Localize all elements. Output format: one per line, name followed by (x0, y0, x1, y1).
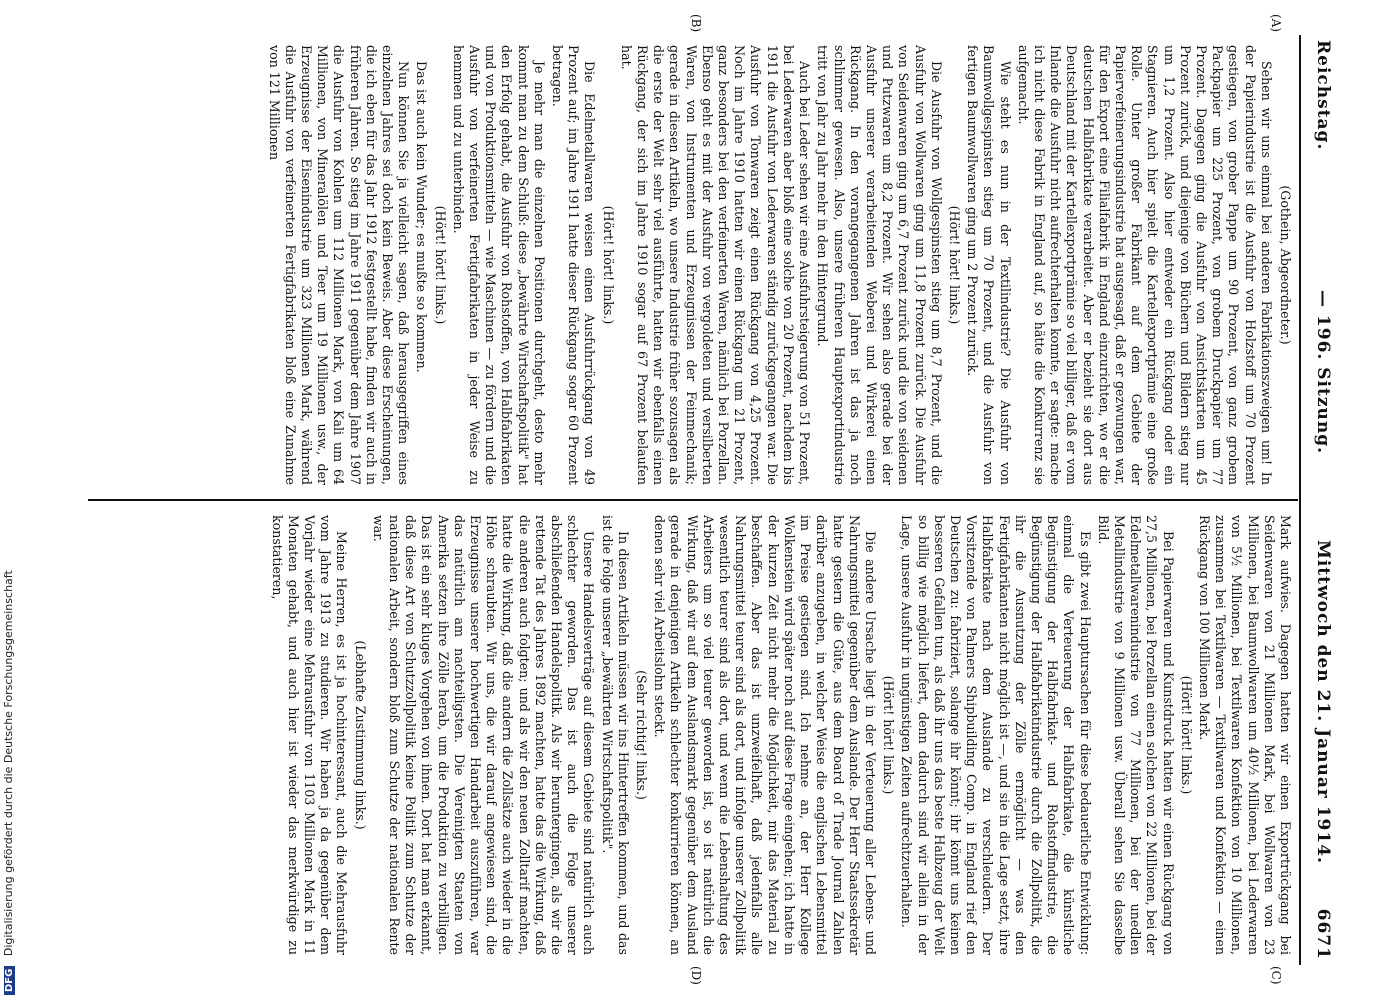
speaker-label: (Gothein, Abgeordneter.) (1278, 185, 1293, 345)
paragraph: Die Edelmetallwaren weisen einen Ausfuhrrückgang von 49 Prozent auf; im Jahre 1911 hatte dieser Rückgang sogar 60 Prozent betragen. (550, 45, 598, 485)
paragraph: Sehen wir uns einmal bei anderen Fabrikationszweigen um! In der Papierindustrie ist die Ausfuhr von Holzstoff um 70 Prozent gestiegen, von grober Pappe um 90 Prozent, von ganz grobem Packpapier um 225 Prozent, von grobem Druckpapier um 77 Prozent. Dagegen ging die Ausfuhr von Ansichtskarten um 45 Prozent zurück, und diejenige von Büchern und Bildern stieg nur um 1,2 Prozent. Also hier entweder ein Rückgang oder ein Stagnieren. Auch hier spielt die Kartellexportprämie eine große Rolle. Unter großer Fabrikant auf dem Gebiete der Papierverfeinerungsindustrie hat ausgesagt, daß er gezwungen war, für den Export eine Filialfabrik in England einzurichten, wo er die deutschen Halbfabrikate verarbeitet. Aber er bezieht sie dort aus Deutschland mit der Kartellexportprämie so viel billiger, daß er vom Inlande die Ausfuhr nicht aufrechterhalten konnte, er sagte: mache ich nicht diese Fabrik in England auf, so hätte die Konkurrenz sie aufgemacht. (1015, 45, 1274, 485)
paragraph: In diesen Artikeln müssen wir ins Hintertreffen kommen, und das ist die Folge unserer „bewährten Wirtschaftspolitik". (599, 515, 631, 955)
margin-mark-c: (C) (1269, 966, 1283, 985)
paragraph: Unsere Handelsverträge auf diesem Gebiete sind natürlich auch schlechter geworden. Das ist auch die Folge unserer abschließenden Handelspolitik. Als wir heruntergingen, als wir die rettende Tat des Jahres 1892 machten, hatte das die Wirkung, daß die anderen auch folgten; und als wir den neuen Zolltarif machten, hatte die Wirkung, daß die andern die Zollsätze auch wieder in die Höhe schraubten. Wir uns, die wir darauf angewiesen sind, die Erzeugnisse unserer hochwertigen Handarbeit auszuführen, war das natürlich am nachteiligsten. Die Vereinigten Staaten von Amerika setzen ihre Zölle herab, um die Produktion zu verbilligen. Das ist ein sehr kluges Vorgehen von ihnen. Dort hat man erkannt, daß diese Art von Schutzzollpolitik keine Politik zum Schutze der nationalen Arbeit, sondern bloß zum Schutze der nationalen Rente war. (370, 515, 597, 955)
interjection: (Hört! hört! links.) (881, 675, 897, 795)
header-rule (1299, 35, 1301, 965)
interjection: (Hört! hört! links.) (432, 205, 448, 325)
paragraph: Je mehr man die einzelnen Positionen durchgeht, desto mehr kommt man zu dem Schluß: diese „bewährte Wirtschaftspolitik" hat den Erfolg gehabt, die Ausfuhr von Rohstoffen, von Halbfabrikaten und von Produktionsmitteln — wie Maschinen — zu fördern und die Ausfuhr von verfeinerten Fertigfabrikaten in jeder Weise zu hemmen und zu unterbinden. (450, 45, 547, 485)
paragraph: Bei Papierwaren und Kunstdruck hatten wir einen Rückgang von 27,5 Millionen, bei Porzellan einen solchen von 22 Millionen, bei der Edelmetallwarenindustrie von 77 Millionen, bei der unedlen Metallindustrie von 9 Millionen usw. Überall sehen Sie dasselbe Bild. (1095, 515, 1176, 955)
interjection: (Lebhafte Zustimmung links.) (352, 640, 368, 830)
credit-text: Digitalisierung gefördert durch die Deutsche Forschungsgemeinschaft (2, 570, 15, 957)
dfg-logo: DFG (4, 966, 15, 995)
interjection: (Hört! hört! links.) (1178, 675, 1194, 795)
interjection: (Hört! hört! links.) (946, 205, 962, 325)
header-parliament: Reichstag. (1313, 40, 1333, 151)
right-column (93, 515, 1293, 955)
paragraph: Mark aufwies. Dagegen hatten wir einen Exportrückgang bei Seidenwaren von 21 Millionen Mark, bei Wollwaren von 23 Millionen, bei Baumwollwaren um 40½ Millionen, bei Lederwaren von 5½ Millionen, bei Textilwaren Konfektion von 10 Millionen, zusammen bei Textilwaren — Textilwaren und Konfektion — einen Rückgang von 100 Millionen Mark. (1196, 515, 1293, 955)
interjection: (Hört! hört! links.) (600, 205, 616, 325)
margin-mark-b: (B) (689, 14, 703, 33)
paragraph: Wie steht es nun in der Textilindustrie? Die Ausfuhr von Baumwollgespinsten stieg um 70 Prozent, und die Ausfuhr von fertigen Baumwollwaren ging um 2 Prozent zurück. (965, 45, 1013, 485)
margin-mark-a: (A) (1269, 14, 1283, 33)
header-session: — 196. Sitzung. (1313, 290, 1333, 455)
column-divider (88, 499, 1298, 501)
left-column (93, 45, 1293, 485)
paragraph: Meine Herren, es ist ja hochinteressant, auch die Mehrausfuhr vom Jahre 1913 zu studieren. Wir haben ja da gegenüber dem Vorjahr wieder eine Mehrausfuhr von 1103 Millionen Mark in 11 Monaten gehabt, und auch hier ist wieder das merkwürdige zu konstatieren, (269, 515, 350, 955)
paragraph: Die Ausfuhr von Wollgespinsten stieg um 8,7 Prozent, und die Ausfuhr von Wollwaren ging um 11,8 Prozent zurück. Die Ausfuhr von Seidenwaren ging um 6,7 Prozent zurück und die von seidenen und Putzwaren um 8,2 Prozent. Wir sehen also gerade bei der Ausfuhr unserer verarbeitenden Weberei und Wirkerei einen Rückgang. In den vorangegangenen Jahren ist das ja noch schlimmer gewesen. Also, unsere früheren Hauptexportindustrie tritt von Jahr zu Jahr mehr in den Hintergrund. (815, 45, 944, 485)
page-number: 6671 (1313, 908, 1333, 960)
paragraph: Die andere Ursache liegt in der Verteuerung aller Lebens- und Nahrungsmittel gegenüber dem Auslande. Der Herr Staatssekretär hatte gestern die Güte, aus dem Board of Trade Journal Zahlen darüber anzugeben, in welcher Weise die englischen Lebensmittel im Preise gestiegen sind. Ich nehme an, der Herr Kollege Wolkenstein wird später noch auf diese Frage eingehen; ich hatte in der kurzen Zeit nicht mehr die Möglichkeit, mir das Material zu beschaffen. Aber das ist unzweifelhaft, daß jedenfalls alle Nahrungsmittel teurer sind als dort, und infolge unserer Zollpolitik wesentlich teurer sind als dort, und wenn die Lebenshaltung des Arbeiters um so viel teurer geworden ist, so ist natürlich die Wirkung, daß wir auf dem Auslandsmarkt gegenüber dem Ausland gerade in denjenigen Artikeln schlechter konkurrieren können, an denen sehr viel Arbeitslohn steckt. (652, 515, 878, 955)
margin-mark-d: (D) (689, 966, 703, 985)
page-header (1303, 40, 1333, 960)
paragraph: Auch bei Leder sehen wir eine Ausfuhrsteigerung von 51 Prozent, bei Lederwaren aber bloß eine solche von 20 Prozent, nachdem bis 1911 die Ausfuhr von Lederwaren ständig zurückgegangen war. Die Ausfuhr von Tonwaren zeigt einen Rückgang von 4,25 Prozent. Noch im Jahre 1910 hatten wir einen Rückgang um 21 Prozent, ganz besonders bei den verfeinerten Waren, nämlich bei Porzellan. Ebenso geht es mit der Ausfuhr von vergoldeten und versilberten Waren, von Instrumenten und Erzeugnissen der Feinmechanik; gerade in diesen Artikeln, wo unsere Industrie früher sozusagen als die erste der Welt sehr viel ausführte, hatten wir ebenfalls einen Rückgang, der sich im Jahre 1910 sogar auf 67 Prozent belaufen hat. (618, 45, 813, 485)
interjection: (Sehr richtig! links.) (634, 670, 650, 800)
paragraph: Nun können Sie ja vielleicht sagen, daß herausgegriffen eines einzelnen Jahres sei doch kein Beweis. Aber diese Erscheinungen, die ich eben für das Jahr 1912 festgestellt habe, finden wir auch in früheren Jahren. So stieg im Jahre 1911 gegenüber dem Jahre 1907 die Ausfuhr von Kohlen um 112 Millionen Mark, von Kali um 64 Millionen, von Mineralölen und Teer um 19 Millionen usw., der Erzeugnisse der Eisenindustrie um 323 Millionen Mark, während die Ausfuhr von verfeinerten Fertigfabrikaten bloß eine Zunahme von 121 Millionen (266, 45, 412, 485)
paragraph: Es gibt zwei Hauptursachen für diese bedauerliche Entwicklung: einmal die Verteuerung der Halbfabrikate, die künstliche Begünstigung der Halbfabrikat- und Rohstoffindustrie, die Begünstigung der Halbfabrikatindustrie durch die Zollpolitik, die ihr die Ausnutzung der Zölle ermöglicht — was den Fertigfabrikanten nicht möglich ist —, und sie in die Lage setzt, ihre Halbfabrikate nach dem Auslande zu verschleudern. Der Vorsitzende von Palmers Shipbuilding Comp. in England rief den Deutschen zu: fabriziert, solange ihr könnt; ihr könnt uns keinen besseren Gefallen tun, als daß ihr uns das beste Halbzeug der Welt so billig wie möglich liefert, denn dadurch sind wir allein in der Lage, unsere Ausfuhr in ungünstigen Zeiten aufrechtzuerhalten. (899, 515, 1093, 955)
paragraph: Das ist auch kein Wunder; es mußte so kommen. (414, 61, 430, 373)
header-date: Mittwoch den 21. Januar 1914. (1313, 540, 1333, 864)
